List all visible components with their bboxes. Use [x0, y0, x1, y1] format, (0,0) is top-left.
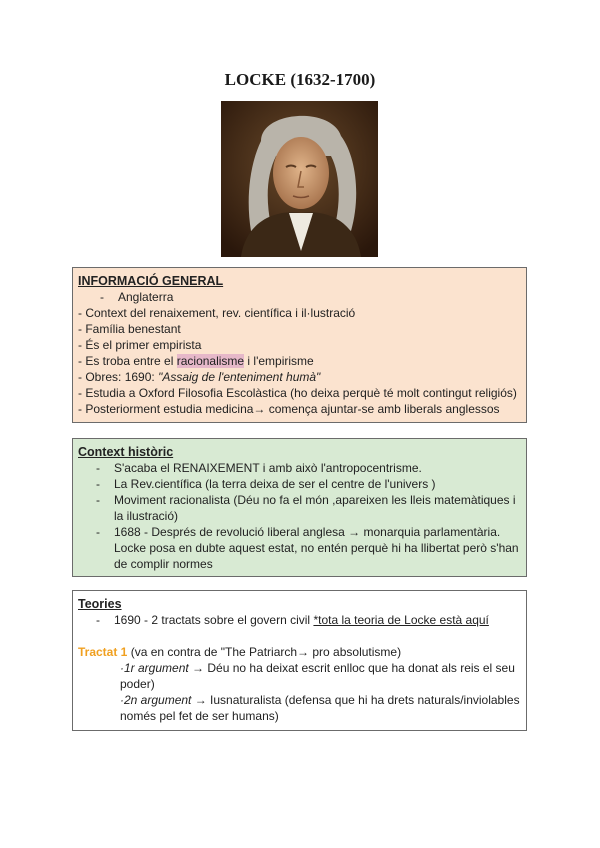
list-item: - Estudia a Oxford Filosofia Escolàstica (ho deixa perquè té molt contingut religiós) — [78, 386, 517, 400]
list-item: - S'acaba el RENAIXEMENT i amb això l'antropocentrisme. — [96, 461, 422, 475]
locke-portrait-icon — [221, 101, 378, 257]
list-item: - Context del renaixement, rev. científica i il·lustració — [78, 306, 356, 320]
list-item: - Obres: 1690: "Assaig de l'enteniment humà" — [78, 370, 321, 384]
list-item: - 1690 - 2 tractats sobre el govern civil *tota la teoria de Locke està aquí — [96, 613, 489, 627]
page-title: LOCKE (1632-1700) — [224, 70, 376, 89]
list-item: - 1688 - Després de revolució liberal anglesa → monarquia parlamentària. Locke posa en dubte aquest estat, no entén perquè hi ha llibertat però s'han de complir normes — [96, 525, 519, 571]
tractat-label: Tractat 1 — [78, 645, 128, 659]
general-info-heading: INFORMACIÓ GENERAL — [78, 274, 224, 288]
argument-2: ·2n argument → Iusnaturalista (defensa que hi ha drets naturals/inviolables només pel fet de ser humans) — [120, 693, 520, 723]
list-item: - Anglaterra — [100, 290, 174, 304]
list-item: - Es troba entre el racionalisme i l'empirisme — [78, 354, 314, 368]
historical-context-box — [72, 438, 527, 577]
theories-heading: Teories — [78, 597, 122, 611]
theories-box — [72, 590, 527, 731]
argument-1: ·1r argument → Déu no ha deixat escrit enlloc que ha donat als reis el seu poder) — [120, 661, 515, 691]
portrait-image — [221, 101, 378, 257]
historical-context-heading: Context històric — [78, 445, 174, 459]
list-item: - Família benestant — [78, 322, 181, 336]
highlight-racionalisme: racionalisme — [176, 354, 245, 368]
general-info-box — [72, 267, 527, 423]
list-item: - La Rev.científica (la terra deixa de ser el centre de l'univers ) — [96, 477, 436, 491]
list-item: - Moviment racionalista (Déu no fa el món ,apareixen les lleis matemàtiques i la ilustració) — [96, 493, 516, 523]
tractat-line: Tractat 1 (va en contra de "The Patriarch→ pro absolutisme) — [78, 645, 402, 659]
list-item: - Posteriorment estudia medicina→ comença ajuntar-se amb liberals anglessos — [78, 402, 500, 416]
list-item: - És el primer empirista — [78, 338, 202, 352]
